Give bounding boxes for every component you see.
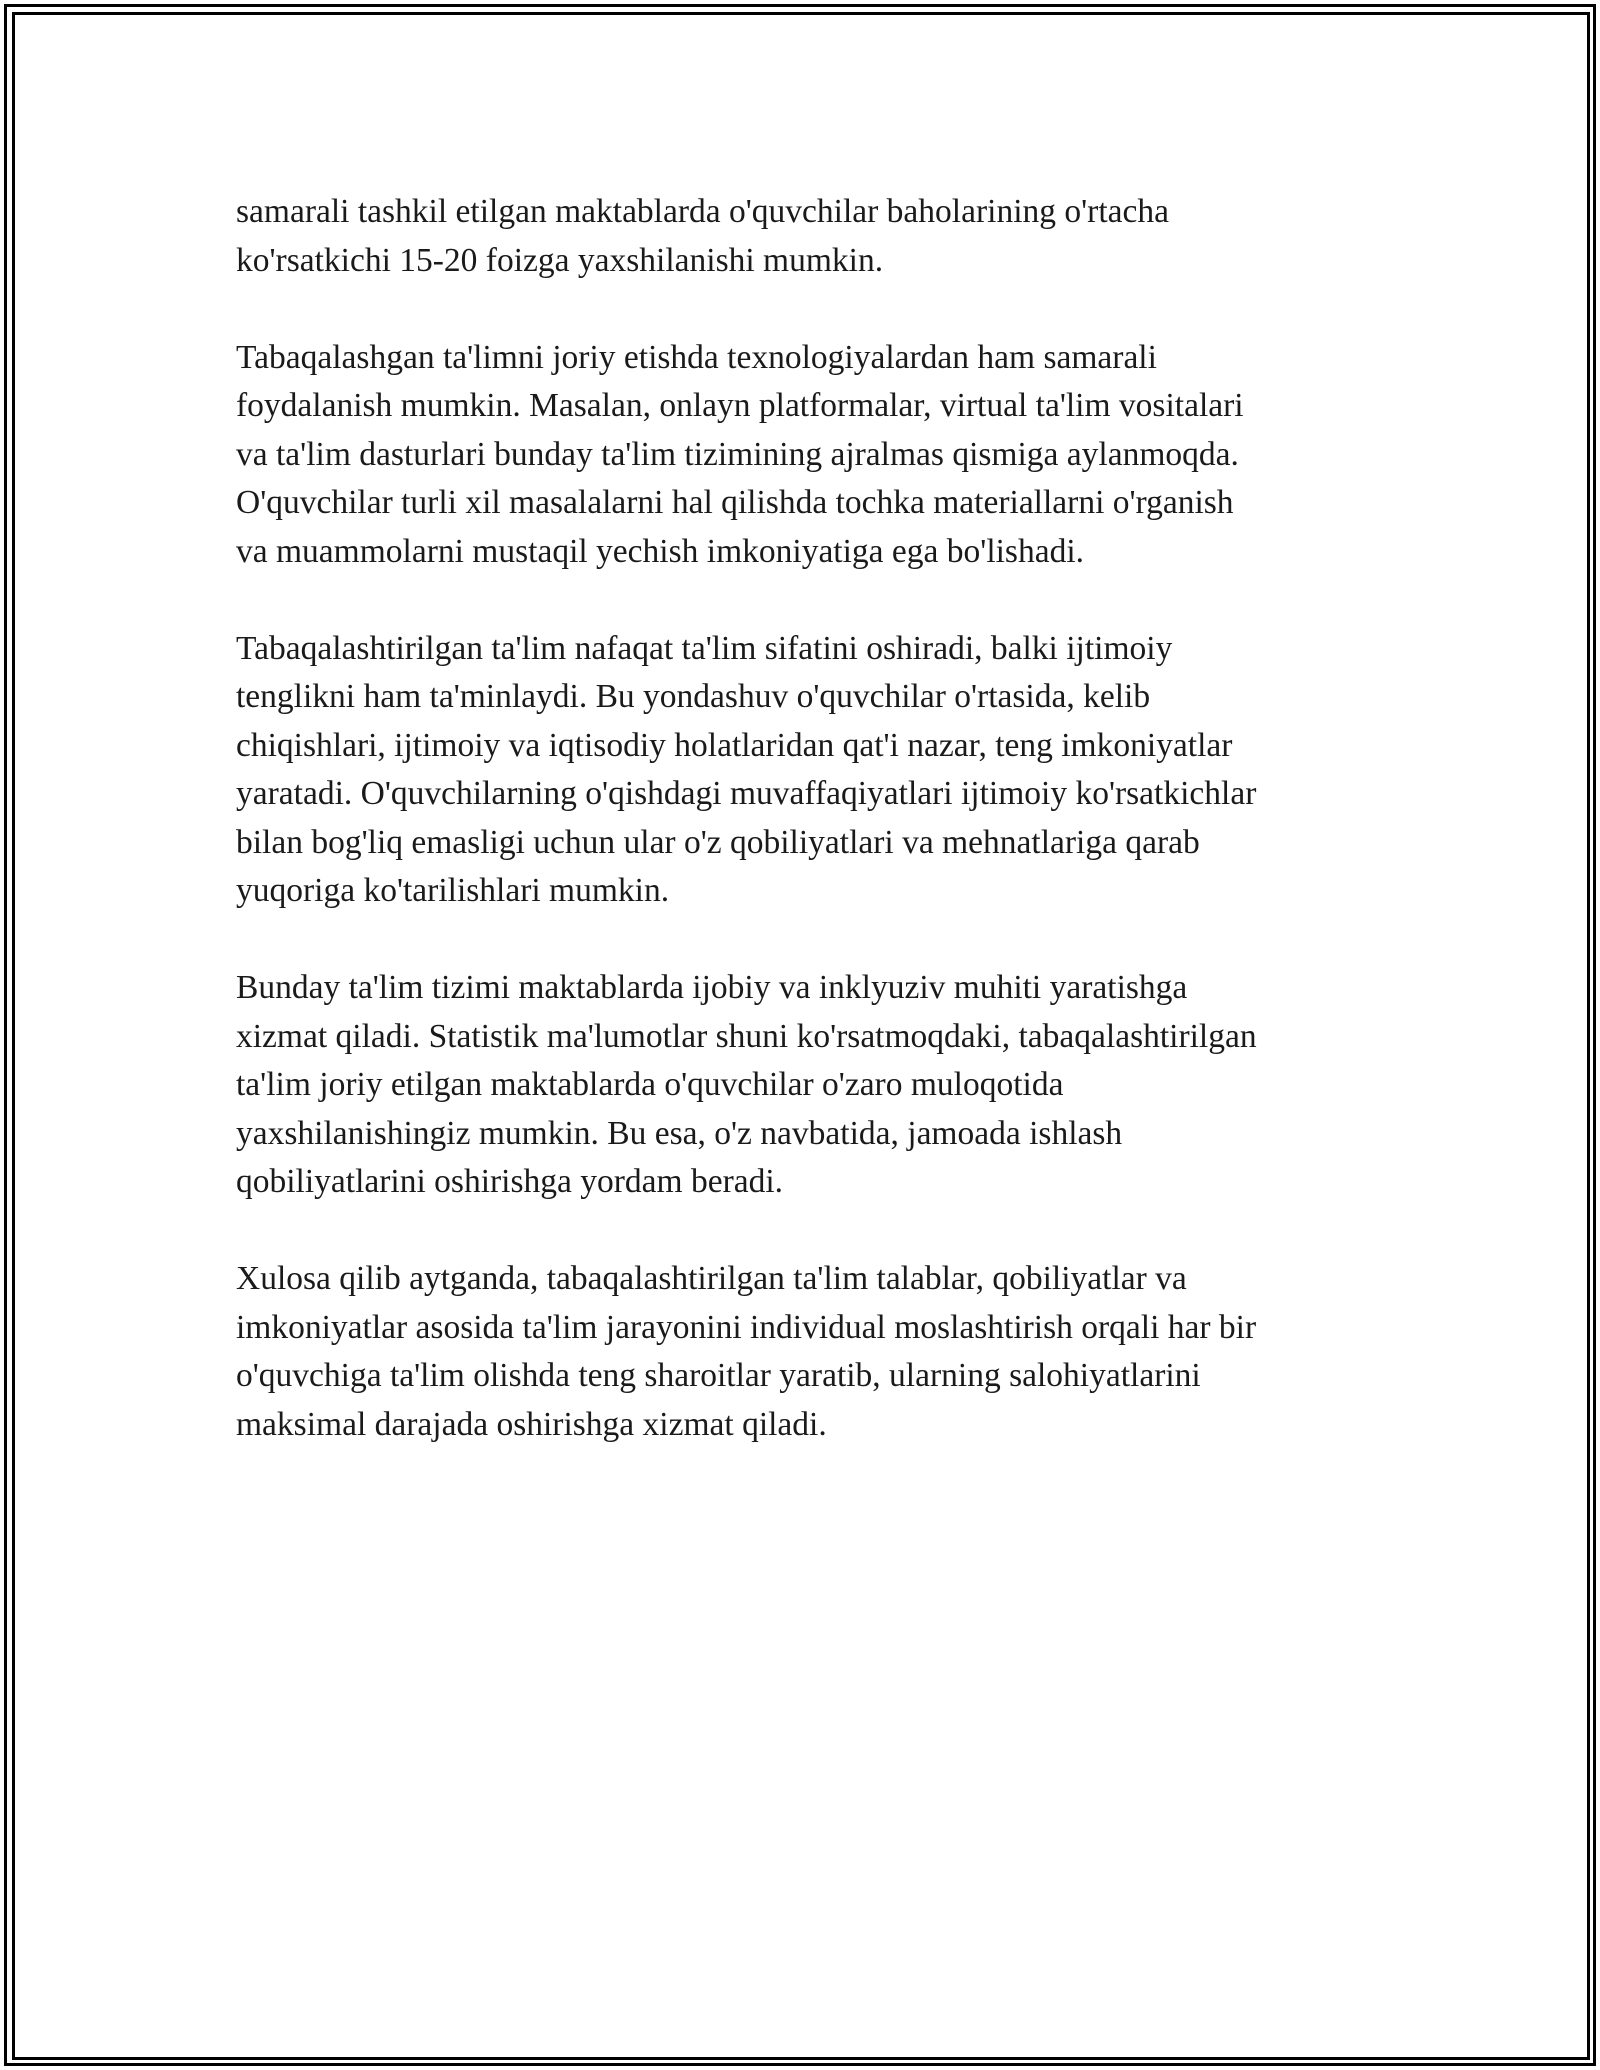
text-line: o'quvchiga ta'lim olishda teng sharoitlar yaratib, ularning salohiyatlarini	[236, 1357, 1201, 1394]
text-line: foydalanish mumkin. Masalan, onlayn platformalar, virtual ta'lim vositalari	[236, 387, 1244, 424]
text-line: O'quvchilar turli xil masalalarni hal qilishda tochka materiallarni o'rganish	[236, 484, 1234, 521]
text-line: va muammolarni mustaqil yechish imkoniyatiga ega bo'lishadi.	[236, 532, 1085, 570]
text-line: xizmat qiladi. Statistik ma'lumotlar shuni ko'rsatmoqdaki, tabaqalashtirilgan	[236, 1017, 1257, 1055]
text-line: tenglikni ham ta'minlaydi. Bu yondashuv o'quvchilar o'rtasida, kelib	[236, 678, 1151, 715]
paragraph-4	[236, 964, 1416, 1207]
text-line: ko'rsatkichi 15-20 foizga yaxshilanishi mumkin.	[236, 241, 884, 279]
text-line: yuqoriga ko'tarilishlari mumkin.	[236, 872, 670, 909]
text-line: chiqishlari, ijtimoiy va iqtisodiy holatlaridan qat'i nazar, teng imkoniyatlar	[236, 726, 1233, 764]
paragraph-3	[236, 625, 1416, 916]
paragraph-5	[236, 1255, 1416, 1449]
text-line: Tabaqalashgan ta'limni joriy etishda texnologiyalardan ham samarali	[236, 338, 1157, 376]
text-line: samarali tashkil etilgan maktablarda o'quvchilar baholarining o'rtacha	[236, 193, 1169, 230]
text-line: Bunday ta'lim tizimi maktablarda ijobiy va inklyuziv muhiti yaratishga	[236, 969, 1188, 1006]
text-line: Tabaqalashtirilgan ta'lim nafaqat ta'lim sifatini oshiradi, balki ijtimoiy	[236, 629, 1173, 667]
text-line: Xulosa qilib aytganda, tabaqalashtirilgan ta'lim talablar, qobiliyatlar va	[236, 1260, 1187, 1297]
text-line: va ta'lim dasturlari bunday ta'lim tizimining ajralmas qismiga aylanmoqda.	[236, 435, 1239, 473]
text-line: qobiliyatlarini oshirishga yordam beradi.	[236, 1163, 784, 1200]
text-line: ta'lim joriy etilgan maktablarda o'quvchilar o'zaro muloqotida	[236, 1066, 1064, 1103]
text-line: yaxshilanishingiz mumkin. Bu esa, o'z navbatida, jamoada ishlash	[236, 1114, 1123, 1152]
text-line: bilan bog'liq emasligi uchun ular o'z qobiliyatlari va mehnatlariga qarab	[236, 823, 1200, 861]
paragraph-1	[236, 188, 1416, 285]
text-line: maksimal darajada oshirishga xizmat qiladi.	[236, 1405, 827, 1443]
text-line: yaratadi. O'quvchilarning o'qishdagi muvaffaqiyatlari ijtimoiy ko'rsatkichlar	[236, 775, 1257, 812]
text-line: imkoniyatlar asosida ta'lim jarayonini individual moslashtirish orqali har bir	[236, 1308, 1257, 1346]
document-body	[236, 188, 1416, 1498]
paragraph-2	[236, 334, 1416, 577]
